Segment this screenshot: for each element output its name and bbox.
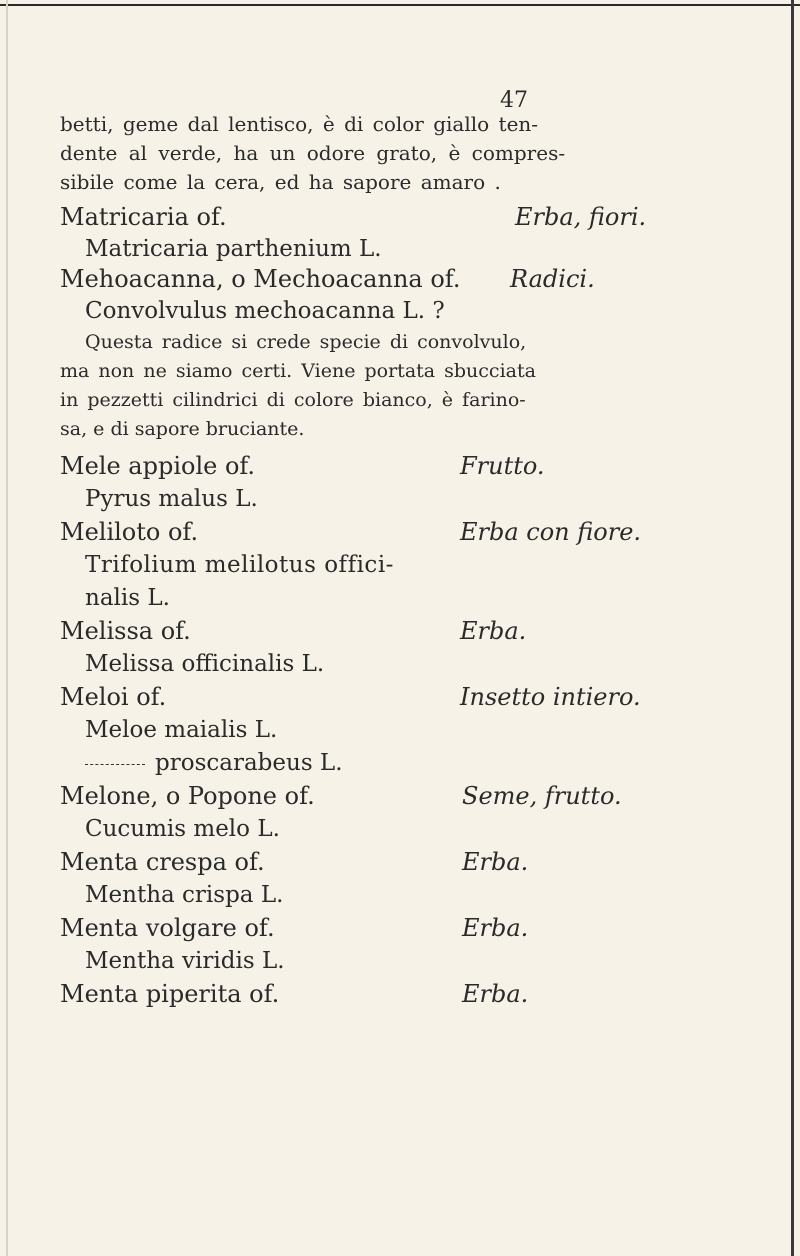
entry-category: Erba.: [462, 914, 529, 942]
entry-name: Matricaria of.: [60, 203, 227, 231]
intro-line: sibile come la cera, ed ha sapore amaro .: [60, 170, 501, 194]
entry-category: Erba.: [462, 848, 529, 876]
entry-category: Erba, fiori.: [515, 203, 647, 231]
entry-latin: Cucumis melo L.: [85, 816, 280, 842]
intro-line: dente al verde, ha un odore grato, è compres-: [60, 141, 566, 165]
entry-category: Insetto intiero.: [460, 683, 641, 711]
entry-latin: Matricaria parthenium L.: [85, 236, 382, 262]
page-left-edge: [6, 0, 8, 1256]
entry-category: Erba.: [460, 617, 527, 645]
entry-latin: proscarabeus L.: [155, 750, 343, 776]
entry-name: Mehoacanna, o Mechoacanna of.: [60, 265, 461, 293]
page-right-edge: [791, 0, 794, 1256]
entry-note-line: sa, e di sapore bruciante.: [60, 418, 305, 440]
entry-latin: Mentha crispa L.: [85, 882, 284, 908]
entry-category: Erba.: [462, 980, 529, 1008]
entry-name: Meloi of.: [60, 683, 167, 711]
entry-latin: Meloe maialis L.: [85, 717, 278, 743]
entry-latin: Pyrus malus L.: [85, 486, 258, 512]
entry-category: Erba con fiore.: [460, 518, 642, 546]
entry-latin: Melissa officinalis L.: [85, 651, 325, 677]
entry-note-line: ma non ne siamo certi. Viene portata sbucciata: [60, 360, 536, 382]
entry-name: Menta piperita of.: [60, 980, 280, 1008]
entry-name: Melone, o Popone of.: [60, 782, 315, 810]
entry-category: Frutto.: [460, 452, 545, 480]
entry-name: Menta volgare of.: [60, 914, 275, 942]
intro-line: betti, geme dal lentisco, è di color giallo ten-: [60, 112, 539, 136]
ditto-dash: [85, 764, 145, 765]
entry-name: Mele appiole of.: [60, 452, 256, 480]
entry-category: Seme, frutto.: [462, 782, 622, 810]
page-top-edge: [0, 4, 800, 6]
entry-name: Meliloto of.: [60, 518, 199, 546]
entry-latin: Trifolium melilotus offici-: [85, 552, 394, 578]
page-number: 47: [500, 88, 528, 113]
entry-note-line: in pezzetti cilindrici di colore bianco, è farino-: [60, 389, 526, 411]
entry-name: Menta crespa of.: [60, 848, 265, 876]
entry-latin: Mentha viridis L.: [85, 948, 285, 974]
entry-name: Melissa of.: [60, 617, 191, 645]
entry-latin: nalis L.: [85, 585, 170, 611]
entry-latin-continued: [85, 748, 343, 778]
entry-latin: Convolvulus mechoacanna L. ?: [85, 298, 445, 324]
entry-note-line: Questa radice si crede specie di convolvulo,: [85, 331, 527, 353]
entry-category: Radici.: [510, 265, 595, 293]
